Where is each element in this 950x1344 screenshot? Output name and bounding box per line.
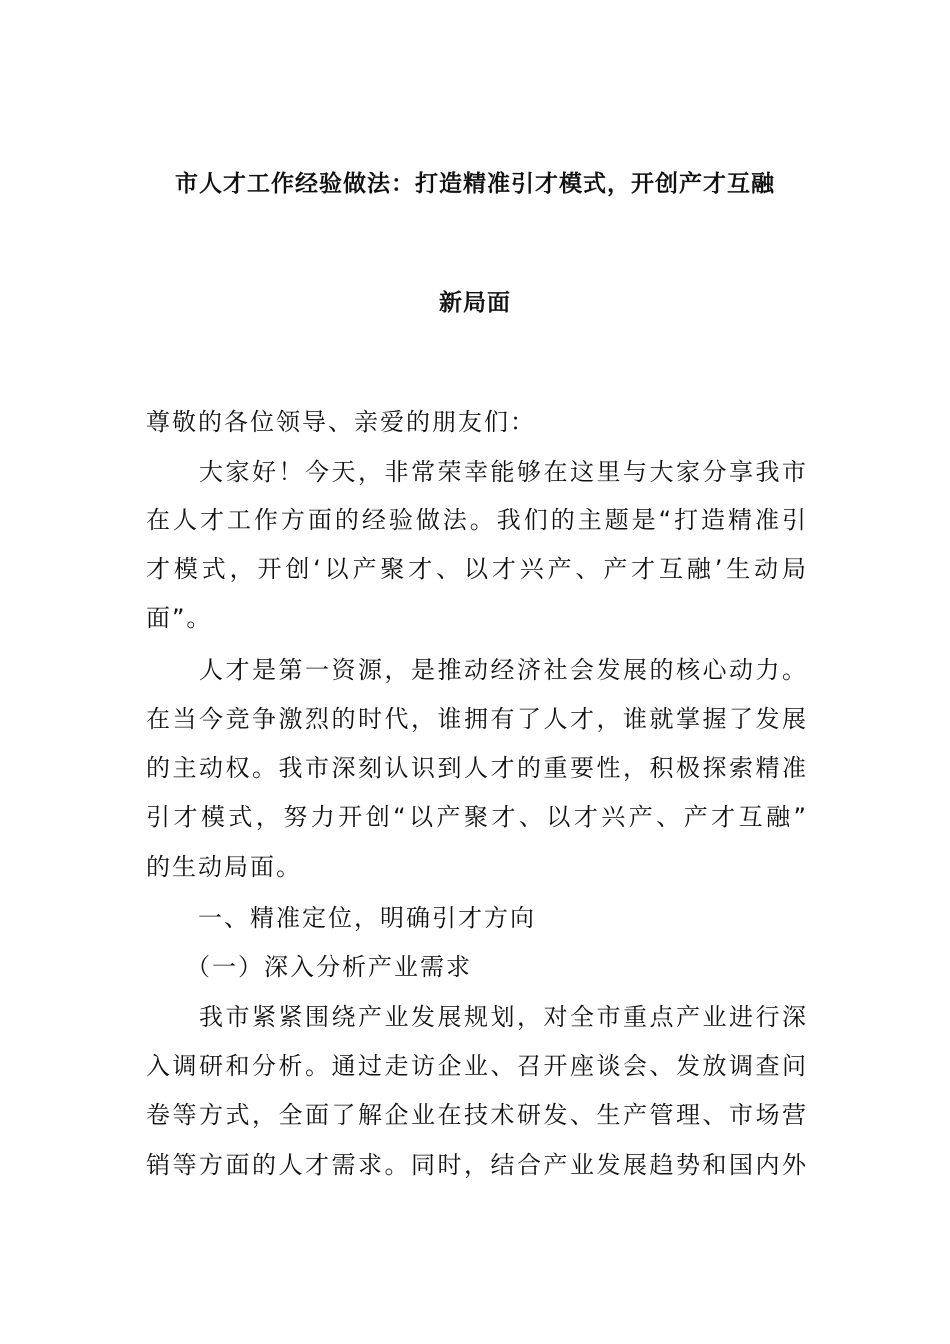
body-line: 大家好！今天，非常荣幸能够在这里与大家分享我市	[146, 458, 806, 486]
body-line: 销等方面的人才需求。同时，结合产业发展趋势和国内外	[146, 1151, 806, 1179]
body-line: 在人才工作方面的经验做法。我们的主题是“打造精准引	[146, 506, 806, 534]
body-line: 在当今竞争激烈的时代，谁拥有了人才，谁就掌握了发展	[146, 705, 806, 733]
body-line: 的主动权。我市深刻认识到人才的重要性，积极探索精准	[146, 754, 806, 782]
document-title-line-2: 新局面	[439, 290, 511, 316]
body-line: 引才模式，努力开创“以产聚才、以才兴产、产才互融”	[146, 803, 806, 831]
body-line: 人才是第一资源，是推动经济社会发展的核心动力。	[146, 656, 806, 684]
body-line: 我市紧紧围绕产业发展规划，对全市重点产业进行深	[146, 1003, 806, 1031]
document-title-line-1: 市人才工作经验做法：打造精准引才模式，开创产才互融	[175, 171, 775, 197]
body-line: 的生动局面。	[146, 853, 302, 881]
salutation: 尊敬的各位领导、亲爱的朋友们：	[146, 408, 536, 436]
body-line: 入调研和分析。通过走访企业、召开座谈会、发放调查问	[146, 1052, 806, 1080]
body-line: 面”。	[146, 604, 213, 632]
section-heading: 一、精准定位，明确引才方向	[146, 904, 536, 932]
body-line: 才模式，开创‘以产聚才、以才兴产、产才互融’生动局	[146, 555, 806, 583]
subsection-heading: （一）深入分析产业需求	[146, 953, 472, 981]
body-line: 卷等方式，全面了解企业在技术研发、生产管理、市场营	[146, 1101, 806, 1129]
